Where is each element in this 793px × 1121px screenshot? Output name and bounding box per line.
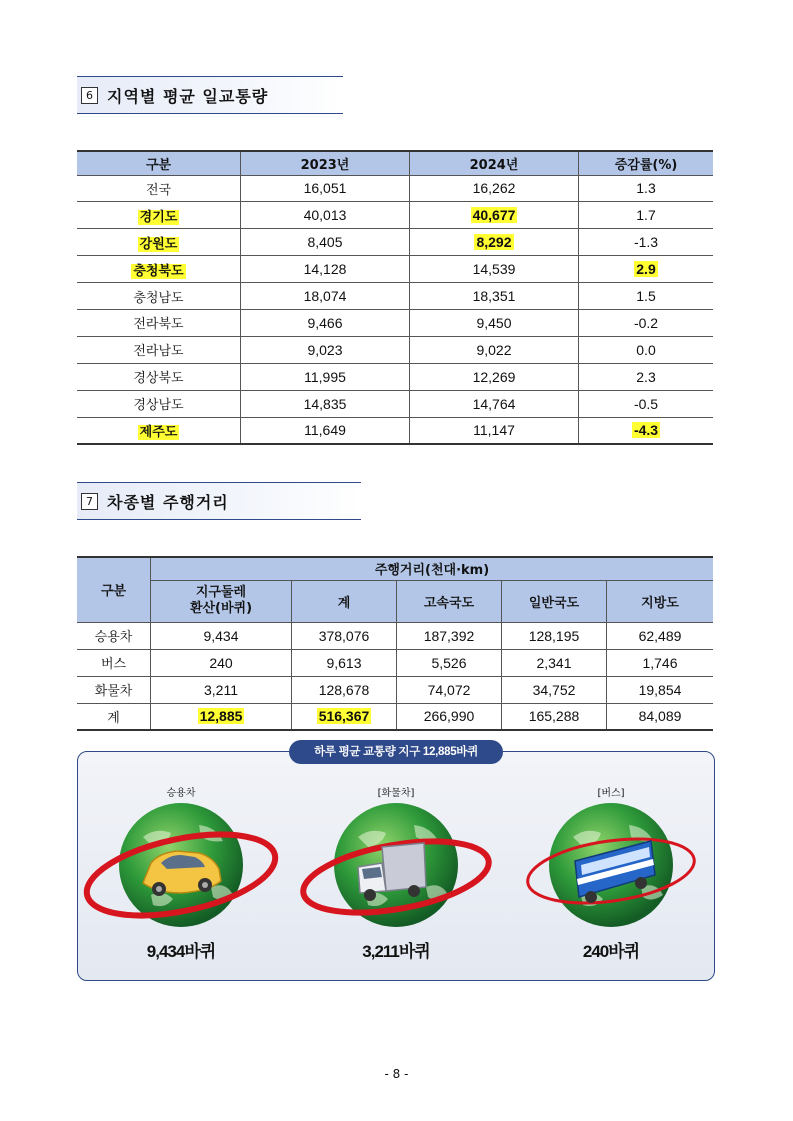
vehicle-cell: 계 [77,703,151,730]
expressway-cell: 266,990 [397,703,502,730]
laps-value: 3,211바퀴 [362,942,430,961]
header-2023: 2023년 [241,151,410,175]
value-2024-highlighted: 40,677 [472,207,516,224]
change-rate: -1.3 [579,229,714,256]
value-2023: 14,128 [241,256,410,283]
section-title: 차종별 주행거리 [107,492,229,512]
regional-traffic-table [77,150,713,445]
change-rate: 0.0 [579,336,714,363]
expressway-cell: 187,392 [397,622,502,649]
header-category: 구분 [77,151,241,175]
value-2023: 14,835 [241,390,410,417]
header-national-road: 일반국도 [502,580,607,622]
value-2024: 9,022 [410,336,579,363]
globe-truck-illustration [296,797,496,932]
value-2024: 14,764 [410,390,579,417]
table-row [77,363,713,390]
vehicle-label: [버스] [597,788,625,799]
table-header-row [77,151,713,175]
local-road-cell: 62,489 [607,622,714,649]
region-cell-highlighted: 경기도 [139,209,178,225]
expressway-cell: 74,072 [397,676,502,703]
laps-value: 240바퀴 [582,942,640,961]
value-2023: 9,466 [241,309,410,336]
local-road-cell: 1,746 [607,649,714,676]
vehicle-label: 승용차 [166,788,196,799]
globe-car-illustration [81,797,281,932]
value-2023: 40,013 [241,202,410,229]
local-road-cell: 19,854 [607,676,714,703]
table-row [77,649,713,676]
national-road-cell: 165,288 [502,703,607,730]
header-earth-laps-line1: 지구둘레 [195,585,247,600]
globe-bus-illustration [511,797,711,932]
local-road-cell: 84,089 [607,703,714,730]
value-2023: 8,405 [241,229,410,256]
change-rate-highlighted: 2.9 [636,261,656,278]
change-rate: 1.5 [579,283,714,310]
table-row [77,676,713,703]
value-2023: 11,995 [241,363,410,390]
national-road-cell: 128,195 [502,622,607,649]
value-2024: 18,351 [410,283,579,310]
change-rate: 1.7 [579,202,714,229]
header-local-road: 지방도 [607,580,714,622]
value-2024: 11,147 [410,417,579,444]
header-category: 구분 [77,557,151,622]
section-7-heading [77,482,361,520]
vehicle-label: [화물차] [377,788,415,799]
value-2024-highlighted: 8,292 [476,234,512,251]
section-number: 7 [81,493,98,510]
vehicle-distance-table [77,556,713,731]
vehicle-cell: 화물차 [77,676,151,703]
laps-cell: 9,434 [151,622,292,649]
value-2024: 9,450 [410,309,579,336]
header-2024: 2024년 [410,151,579,175]
change-rate: 2.3 [579,363,714,390]
total-cell: 378,076 [292,622,397,649]
value-2023: 11,649 [241,417,410,444]
laps-cell-highlighted: 12,885 [199,708,243,725]
value-2023: 9,023 [241,336,410,363]
section-number: 6 [81,87,98,104]
region-cell-highlighted: 제주도 [139,424,178,440]
region-cell-highlighted: 충청북도 [133,263,184,279]
region-cell: 경상남도 [77,390,241,417]
total-cell: 9,613 [292,649,397,676]
change-rate-highlighted: -4.3 [633,422,659,439]
change-rate: 1.3 [579,175,714,202]
passenger-car-item [81,752,281,980]
table-row [77,336,713,363]
header-earth-laps [151,580,292,622]
page-number: - 8 - [384,1067,409,1081]
table-row [77,202,713,229]
value-2024: 14,539 [410,256,579,283]
national-road-cell: 2,341 [502,649,607,676]
region-cell: 충청남도 [77,283,241,310]
header-total: 계 [292,580,397,622]
total-cell-highlighted: 516,367 [318,708,370,725]
table-header-row [77,557,713,580]
table-row [77,283,713,310]
region-cell: 전라남도 [77,336,241,363]
section-6-heading [77,76,343,114]
header-expressway: 고속국도 [397,580,502,622]
section-title: 지역별 평균 일교통량 [107,86,269,106]
bus-item [511,752,711,980]
table-row [77,703,713,730]
header-earth-laps-line2: 환산(바퀴) [189,601,253,616]
laps-cell: 240 [151,649,292,676]
table-row [77,256,713,283]
vehicle-cell: 버스 [77,649,151,676]
laps-value: 9,434바퀴 [146,942,216,961]
infographic-panel [77,746,715,981]
region-cell: 전라북도 [77,309,241,336]
table-row [77,417,713,444]
table-row [77,309,713,336]
truck-item [296,752,496,980]
laps-cell: 3,211 [151,676,292,703]
table-row [77,229,713,256]
total-cell: 128,678 [292,676,397,703]
header-distance: 주행거리(천대·km) [151,557,714,580]
value-2024: 16,262 [410,175,579,202]
change-rate: -0.2 [579,309,714,336]
header-change-rate: 증감률(%) [579,151,714,175]
national-road-cell: 34,752 [502,676,607,703]
table-row [77,390,713,417]
expressway-cell: 5,526 [397,649,502,676]
infographic-banner: 하루 평균 교통량 지구 12,885바퀴 [289,740,503,764]
region-cell: 경상북도 [77,363,241,390]
vehicle-cell: 승용차 [77,622,151,649]
value-2023: 18,074 [241,283,410,310]
table-subheader-row [77,580,713,622]
table-row [77,175,713,202]
change-rate: -0.5 [579,390,714,417]
region-cell-highlighted: 강원도 [139,236,178,252]
value-2024: 12,269 [410,363,579,390]
value-2023: 16,051 [241,175,410,202]
table-row [77,622,713,649]
region-cell: 전국 [77,175,241,202]
